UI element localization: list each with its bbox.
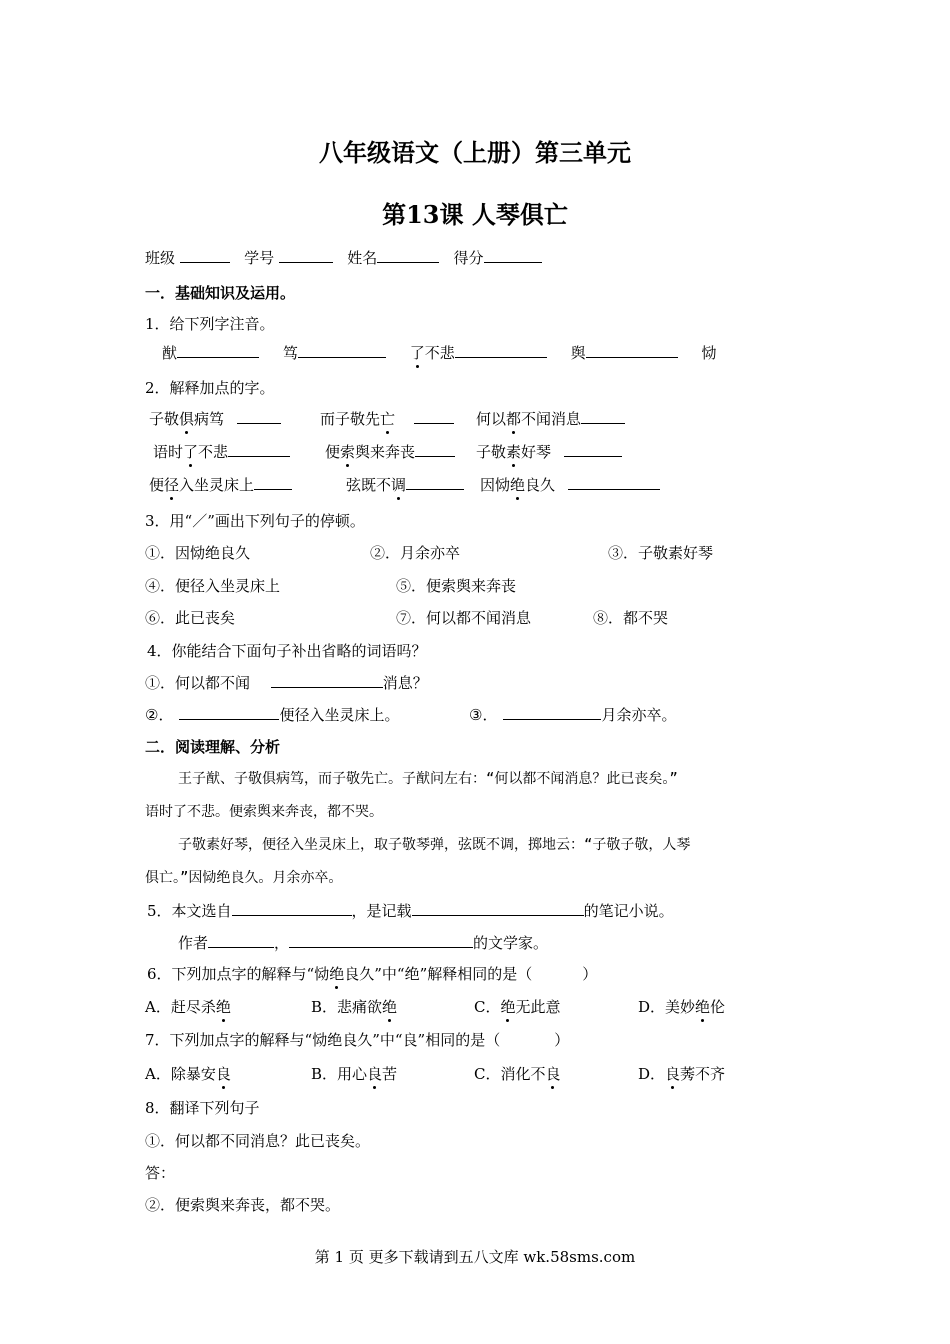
q6-option-a[interactable]: A．赶尽杀绝 — [145, 998, 231, 1016]
q8-item-1: ①．何以都不同消息？此已丧矣。 — [145, 1132, 371, 1150]
q3-item-3: ③．子敬素好琴 — [608, 544, 714, 562]
q1-label: 1．给下列字注音。 — [145, 315, 275, 333]
q8-item-2: ②．便索舆来奔丧，都不哭。 — [145, 1196, 341, 1214]
q3-item-7: ⑦．何以都不闻消息 — [396, 609, 532, 627]
q4-item-3: ③． 月余亦卒。 — [469, 706, 677, 724]
q5-line-1: 5．本文选自 ，是记载 的笔记小说。 — [147, 902, 674, 920]
q3-item-2: ②．月余亦卒 — [370, 544, 461, 562]
page-footer: 第 1 页 更多下载请到五八文库 wk.58sms.com — [314, 1248, 636, 1266]
section-1-heading: 一．基础知识及运用。 — [145, 284, 296, 302]
q4-item-1: ①．何以都不闻 消息？ — [145, 674, 428, 692]
lesson-title: 第13课 人琴俱亡 — [382, 200, 568, 229]
class-label: 班级 — [145, 249, 176, 267]
score-blank[interactable] — [484, 247, 542, 263]
passage-p2-line2: 俱亡。”因恸绝良久。月余亦卒。 — [145, 870, 343, 886]
q2-label: 2．解释加点的字。 — [145, 379, 275, 397]
q7-option-b[interactable]: B．用心良苦 — [311, 1065, 398, 1083]
q6-option-b[interactable]: B．悲痛欲绝 — [311, 998, 398, 1016]
q6-option-c[interactable]: C．绝无此意 — [474, 998, 561, 1016]
class-blank[interactable] — [180, 247, 230, 263]
q7-option-d[interactable]: D．良莠不齐 — [638, 1065, 726, 1083]
q2-row-2: 语时了不悲 — [153, 441, 290, 462]
q7-label: 7．下列加点字的解释与“恸绝良久”中“良”相同的是（ ） — [145, 1031, 570, 1049]
header-fields — [145, 247, 542, 268]
section-2-heading: 二．阅读理解、分析 — [145, 738, 281, 756]
q3-label: 3．用“／”画出下列句子的停顿。 — [145, 512, 365, 530]
q6-label: 6．下列加点字的解释与“恸绝良久”中“绝”解释相同的是（ ） — [147, 965, 598, 983]
q8-label: 8．翻译下列句子 — [145, 1099, 260, 1117]
name-blank[interactable] — [377, 247, 439, 263]
q3-item-8: ⑧．都不哭 — [593, 609, 669, 627]
passage-p1-line2: 语时了不悲。便索舆来奔丧，都不哭。 — [145, 804, 383, 820]
q2-row-3: 便径入坐灵床上 — [149, 474, 292, 495]
number-blank[interactable] — [279, 247, 333, 263]
q4-label: 4．你能结合下面句子补出省略的词语吗？ — [147, 642, 427, 660]
q2-row-1: 子敬俱病笃 — [149, 408, 281, 429]
q3-item-1: ①．因恸绝良久 — [145, 544, 251, 562]
q3-item-5: ⑤．便索舆来奔丧 — [396, 577, 517, 595]
passage-p1-line1: 王子猷、子敬俱病笃，而子敬先亡。子猷问左右：“何以都不闻消息？此已丧矣。” — [178, 771, 678, 787]
page-title: 八年级语文（上册）第三单元 — [319, 138, 631, 167]
q6-option-d[interactable]: D．美妙绝伦 — [638, 998, 726, 1016]
q1-row: 猷 笃 了不悲 舆 恸 — [162, 344, 717, 362]
q7-option-a[interactable]: A．除暴安良 — [145, 1065, 231, 1083]
q8-answer-label[interactable]: 答： — [145, 1164, 176, 1182]
q7-option-c[interactable]: C．消化不良 — [474, 1065, 561, 1083]
q3-item-4: ④．便径入坐灵床上 — [145, 577, 281, 595]
passage-p2-line1: 子敬素好琴，便径入坐灵床上，取子敬琴弹，弦既不调，掷地云：“子敬子敬，人琴 — [178, 837, 691, 853]
number-label: 学号 — [244, 249, 275, 267]
name-label: 姓名 — [347, 249, 378, 267]
q3-item-6: ⑥．此已丧矣 — [145, 609, 236, 627]
q4-item-2: ②． 便径入坐灵床上。 — [145, 706, 400, 724]
score-label: 得分 — [453, 249, 484, 267]
q5-line-2: 作者 ， 的文学家。 — [178, 934, 549, 952]
